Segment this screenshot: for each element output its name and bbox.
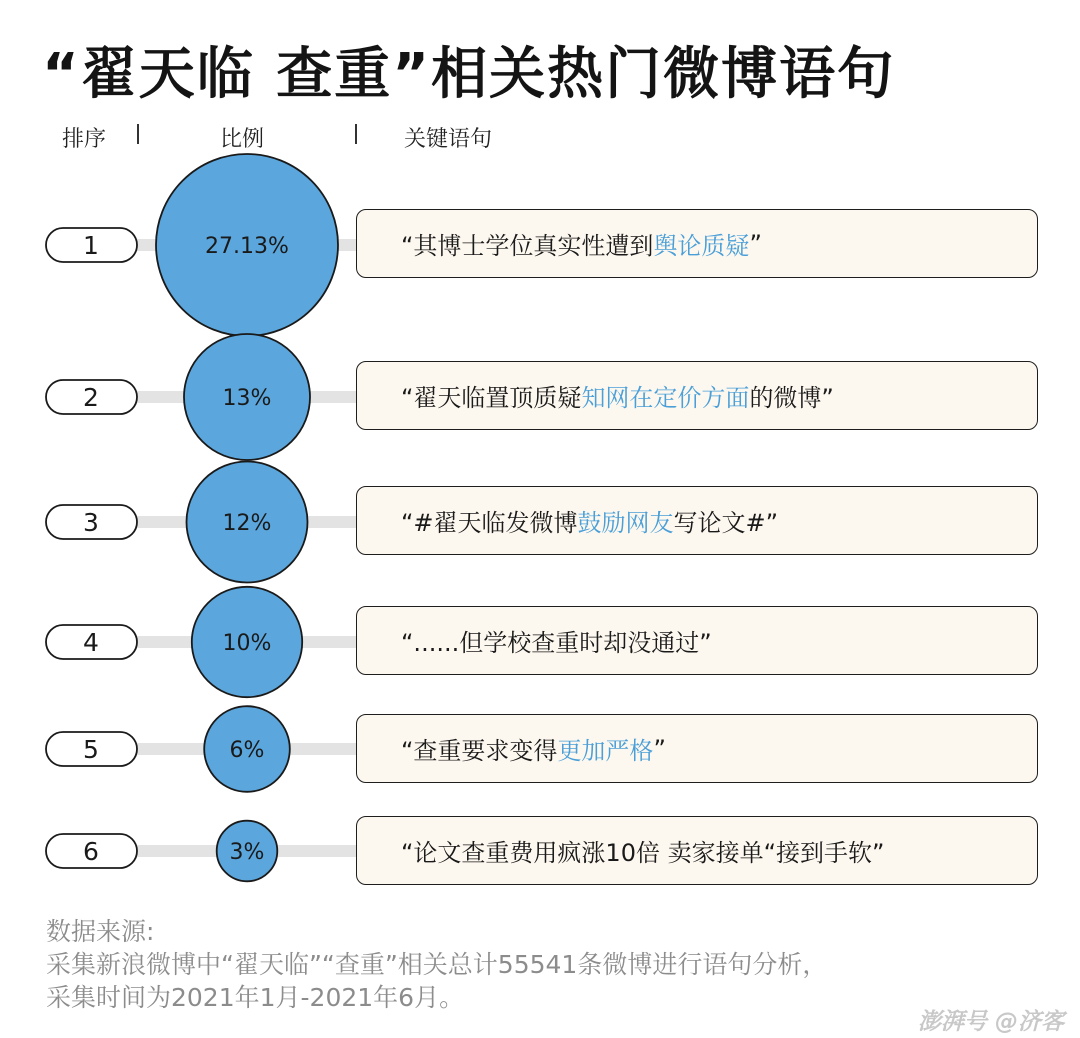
sentence-text: “其博士学位真实性遭到 [401,232,654,260]
sentence-box [356,606,1038,675]
header-ratio: 比例 [220,127,265,152]
sentence-highlight: 知网在定价方面 [581,384,750,412]
sentence-box [356,816,1038,885]
header-sentence: 关键语句 [404,127,493,152]
sentence-text: “论文查重费用疯涨10倍 卖家接单“接到手软” [401,839,885,867]
sentence-highlight: 舆论质疑 [653,232,750,260]
page-title: “翟天临 查重”相关热门微博语句 [42,42,896,107]
sentence-highlight: 更加严格 [557,737,654,765]
source-label: 数据来源: [46,917,155,946]
sentence-box [356,714,1038,783]
sentence-box [356,209,1038,278]
sentence-box [356,361,1038,430]
source-line-1: 采集新浪微博中“翟天临”“查重”相关总计55541条微博进行语句分析， [46,950,828,979]
sentence-text: “翟天临置顶质疑 [401,384,582,412]
sentence-text: 的微博” [749,384,834,412]
watermark: 澎湃号 @济客 [917,1009,1064,1035]
value-label: 10% [222,631,272,656]
header-rank: 排序 [62,127,107,152]
sentence-text: ” [749,229,762,258]
rank-label: 5 [83,735,99,764]
value-label: 6% [229,738,265,763]
data-source [46,915,827,1014]
value-label: 13% [222,386,272,411]
sentence-text: ” [653,734,666,763]
sentence-text: “查重要求变得 [401,737,558,765]
rank-label: 3 [83,508,99,537]
rank-label: 1 [83,231,99,260]
sentence-text: “......但学校查重时却没通过” [401,629,712,657]
value-label: 27.13% [205,234,289,259]
rank-label: 4 [83,628,99,657]
source-line-2: 采集时间为2021年1月-2021年6月。 [46,983,465,1012]
sentence-box [356,486,1038,555]
sentence-highlight: 鼓励网友 [577,509,674,537]
sentence-text: 写论文#” [673,509,779,537]
value-label: 12% [222,511,272,536]
rank-label: 2 [83,383,99,412]
rank-label: 6 [83,837,99,866]
sentence-text: “#翟天临发微博 [401,509,578,537]
value-label: 3% [229,840,265,865]
